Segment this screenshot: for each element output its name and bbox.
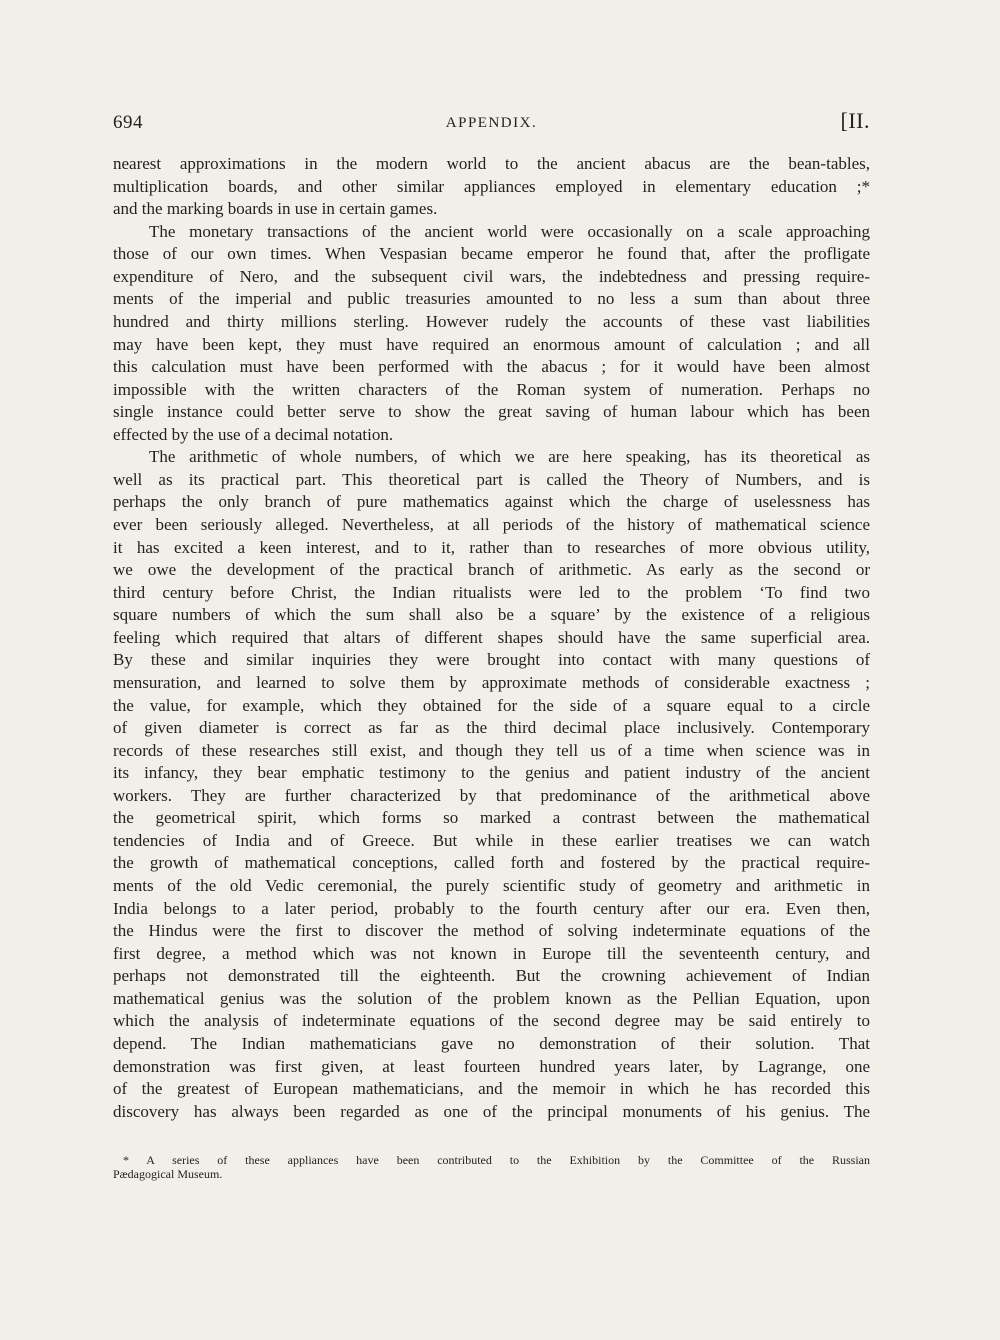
text-line: discovery has always been regarded as one of the principal monuments of his genius. The [113, 1101, 870, 1121]
text-line: which the analysis of indeterminate equations of the second degree may be said entirely to [113, 1011, 870, 1031]
text-line: India belongs to a later period, probably to the fourth century after our era. Even then, [113, 898, 870, 918]
text-line: effected by the use of a decimal notation. [113, 424, 394, 444]
text-line: ments of the imperial and public treasuries amounted to no less a sum than about three [113, 289, 870, 309]
text-line: nearest approximations in the modern world to the ancient abacus are the bean-tables, [113, 154, 870, 173]
text-line: we owe the development of the practical branch of arithmetic. As early as the second or [113, 560, 870, 580]
section-reference: [II. [840, 108, 870, 133]
text-line: of given diameter is correct as far as the third decimal place inclusively. Contemporary [113, 718, 870, 738]
text-line: single instance could better serve to show the great saving of human labour which has been [113, 402, 870, 422]
text-line: multiplication boards, and other similar appliances employed in elementary education ;* [113, 176, 870, 196]
text-line: it has excited a keen interest, and to it, rather than to researches of more obvious utility, [113, 537, 870, 557]
page-number: 694 [113, 112, 143, 133]
paragraph-start-line: The monetary transactions of the ancient world were occasionally on a scale approaching [149, 221, 870, 241]
text-line: mensuration, and learned to solve them by approximate methods of considerable exactness ; [113, 672, 870, 692]
paragraph-start-line: The arithmetic of whole numbers, of which we are here speaking, has its theoretical as [149, 447, 870, 467]
text-line: demonstration was first given, at least fourteen hundred years later, by Lagrange, one [113, 1056, 870, 1076]
text-line: tendencies of India and of Greece. But while in these earlier treatises we can watch [113, 830, 870, 850]
text-line: records of these researches still exist, and though they tell us of a time when science was in [113, 740, 870, 760]
text-line: of the greatest of European mathematicians, and the memoir in which he has recorded this [113, 1079, 870, 1099]
text-line: perhaps not demonstrated till the eighteenth. But the crowning achievement of Indian [113, 966, 870, 986]
text-line: hundred and thirty millions sterling. However rudely the accounts of these vast liabilities [113, 311, 870, 331]
text-line: may have been kept, they must have required an enormous amount of calculation ; and all [113, 334, 870, 354]
footnote [113, 1153, 870, 1181]
text-line: ments of the old Vedic ceremonial, the purely scientific study of geometry and arithmetic in [113, 876, 870, 895]
text-line: square numbers of which the sum shall also be a square’ by the existence of a religious [113, 605, 870, 625]
text-line: feeling which required that altars of different shapes should have the same superficial area. [113, 627, 870, 647]
text-line: the Hindus were the first to discover the method of solving indeterminate equations of the [113, 921, 870, 941]
text-line: By these and similar inquiries they were brought into contact with many questions of [113, 650, 870, 670]
footnote-line: Pædagogical Museum. [113, 1167, 223, 1181]
text-line: depend. The Indian mathematicians gave no demonstration of their solution. That [113, 1033, 870, 1053]
text-line: third century before Christ, the Indian ritualists were led to the problem ‘To find two [113, 582, 870, 602]
text-line: expenditure of Nero, and the subsequent civil wars, the indebtedness and pressing require- [113, 266, 870, 286]
text-line: the value, for example, which they obtained for the side of a square equal to a circle [113, 695, 870, 715]
text-line: workers. They are further characterized by that predominance of the arithmetical above [113, 785, 870, 805]
text-line: impossible with the written characters of the Roman system of numeration. Perhaps no [113, 379, 870, 399]
text-line: this calculation must have been performed with the abacus ; for it would have been almost [113, 357, 870, 377]
text-line: those of our own times. When Vespasian became emperor he found that, after the profligate [113, 244, 870, 264]
footnote-line: * A series of these appliances have been contributed to the Exhibition by the Committee of the Russian [123, 1153, 870, 1167]
page-title: APPENDIX. [445, 115, 538, 131]
text-line: well as its practical part. This theoretical part is called the Theory of Numbers, and is [113, 469, 870, 489]
body-text [113, 153, 870, 1123]
text-line: ever been seriously alleged. Nevertheless, at all periods of the history of mathematical science [113, 515, 870, 534]
text-line: and the marking boards in use in certain games. [113, 199, 438, 219]
running-head [113, 108, 870, 142]
text-line: mathematical genius was the solution of the problem known as the Pellian Equation, upon [113, 988, 870, 1008]
text-line: first degree, a method which was not known in Europe till the seventeenth century, and [113, 943, 870, 963]
text-line: the geometrical spirit, which forms so marked a contrast between the mathematical [113, 808, 870, 828]
text-line: its infancy, they bear emphatic testimony to the genius and patient industry of the ancient [113, 763, 870, 783]
text-line: the growth of mathematical conceptions, called forth and fostered by the practical require- [113, 853, 870, 873]
text-line: perhaps the only branch of pure mathematics against which the charge of uselessness has [113, 492, 870, 512]
